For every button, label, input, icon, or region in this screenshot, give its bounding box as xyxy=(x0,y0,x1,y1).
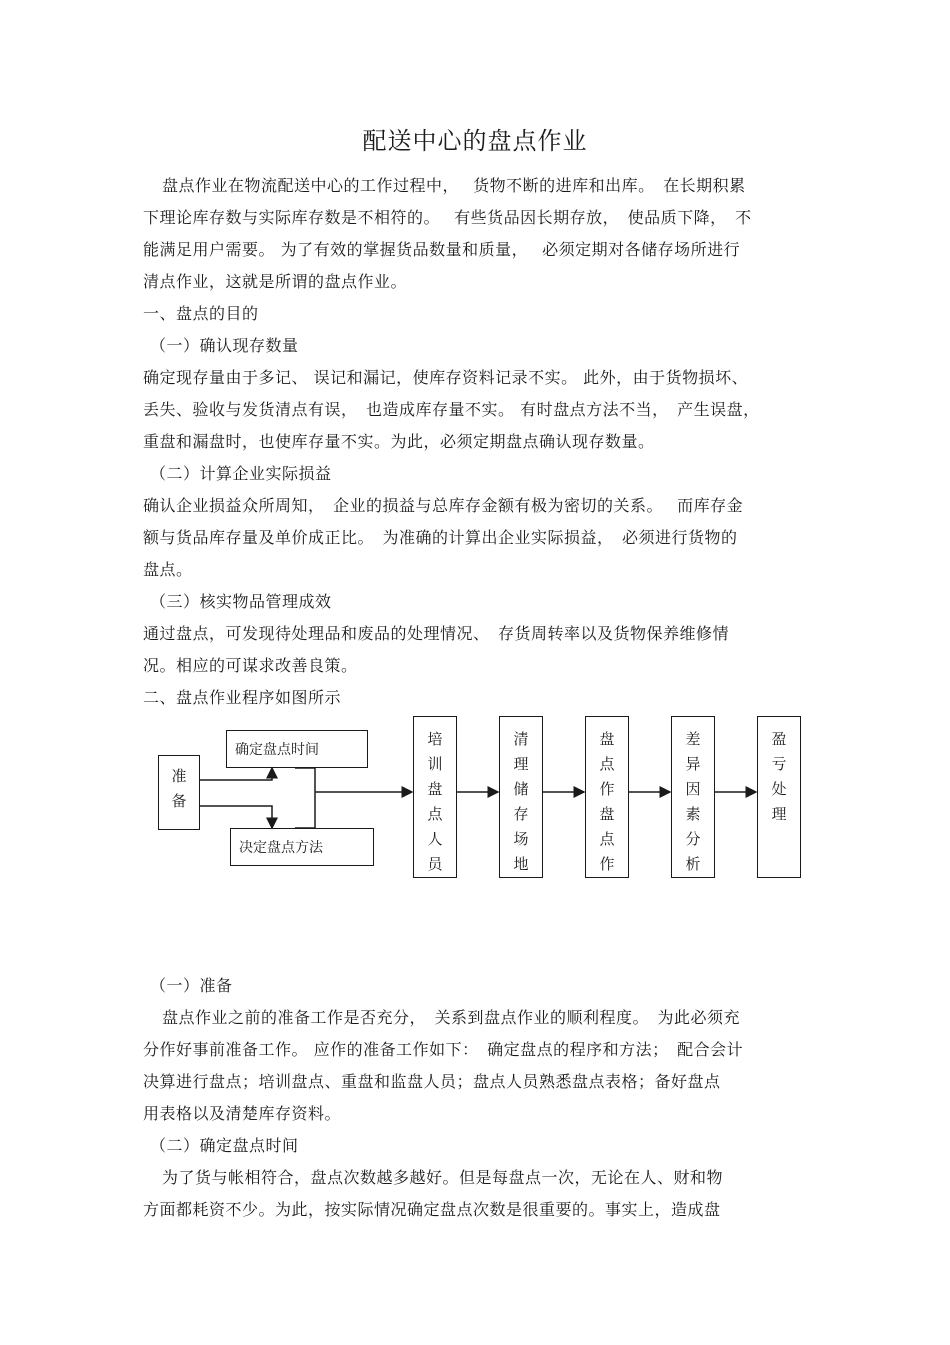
step-char: 差 xyxy=(685,730,701,748)
step-char: 储 xyxy=(513,780,529,798)
paragraph-line: 盘点作业在物流配送中心的工作过程中， 货物不断的进库和出库。 在长期积累 xyxy=(162,176,746,195)
paragraph-line: 用表格以及清楚库存资料。 xyxy=(143,1104,342,1123)
box-decide-method-label: 决定盘点方法 xyxy=(239,840,323,856)
step-char: 场 xyxy=(513,830,529,848)
step-char: 清 xyxy=(513,730,529,748)
paragraph-line: 清点作业，这就是所谓的盘点作业。 xyxy=(143,272,408,291)
paragraph-line: 确定现存量由于多记、 误记和漏记，使库存资料记录不实。 此外，由于货物损坏、 xyxy=(143,368,749,387)
paragraph-line: 下理论库存数与实际库存数是不相符的。 有些货品因长期存放， 使品质下降， 不 xyxy=(143,208,752,227)
box-count-operation xyxy=(585,716,629,878)
subsection-heading: （一）准备 xyxy=(150,976,233,995)
page-title: 配送中心的盘点作业 xyxy=(362,127,588,155)
subsection-heading: （二）确定盘点时间 xyxy=(150,1136,299,1155)
step-char: 盘 xyxy=(599,805,615,823)
box-clean-storage xyxy=(499,716,543,878)
paragraph-line: 额与货品库存量及单价成正比。 为准确的计算出企业实际损益， 必须进行货物的 xyxy=(143,528,738,547)
box-prepare-char: 备 xyxy=(171,792,187,810)
paragraph-line: 确认企业损益众所周知， 企业的损益与总库存金额有极为密切的关系。 而库存金 xyxy=(143,496,744,515)
step-char: 作 xyxy=(599,855,615,873)
step-char: 理 xyxy=(771,805,787,823)
step-char: 分 xyxy=(685,830,701,848)
section-heading: 二、盘点作业程序如图所示 xyxy=(143,688,342,707)
paragraph-line: 况。相应的可谋求改善良策。 xyxy=(143,656,358,675)
step-char: 训 xyxy=(427,755,443,773)
step-char: 析 xyxy=(685,855,701,873)
step-char: 理 xyxy=(513,755,529,773)
paragraph-line: 通过盘点，可发现待处理品和废品的处理情况、 存货周转率以及货物保养维修情 xyxy=(143,624,730,643)
step-char: 处 xyxy=(771,780,787,798)
step-char: 盘 xyxy=(599,730,615,748)
box-prepare xyxy=(158,755,200,830)
subsection-heading: （二）计算企业实际损益 xyxy=(150,464,332,483)
paragraph-line: 能满足用户需要。 为了有效的掌握货品数量和质量， 必须定期对各储存场所进行 xyxy=(143,240,741,259)
box-determine-time-label: 确定盘点时间 xyxy=(235,742,319,758)
step-char: 盘 xyxy=(427,780,443,798)
paragraph-line: 方面都耗资不少。为此，按实际情况确定盘点次数是很重要的。事实上，造成盘 xyxy=(143,1200,721,1219)
arrow-to-decide-method xyxy=(200,806,272,828)
step-char: 点 xyxy=(427,805,443,823)
step-char: 存 xyxy=(513,805,529,823)
step-char: 员 xyxy=(427,855,443,873)
step-char: 作 xyxy=(599,780,615,798)
paragraph-line: 丢失、验收与发货清点有误， 也造成库存量不实。 有时盘点方法不当， 产生误盘， xyxy=(143,400,760,419)
box-difference-analysis xyxy=(671,716,715,878)
step-char: 盈 xyxy=(771,730,787,748)
paragraph-line: 重盘和漏盘时，也使库存量不实。为此，必须定期盘点确认现存数量。 xyxy=(143,432,655,451)
paragraph-line: 盘点。 xyxy=(143,560,193,579)
box-determine-time xyxy=(226,730,368,768)
step-char: 素 xyxy=(685,805,701,823)
paragraph-line: 决算进行盘点；培训盘点、重盘和监盘人员；盘点人员熟悉盘点表格；备好盘点 xyxy=(143,1072,721,1091)
box-train-staff xyxy=(413,716,457,878)
box-profit-loss xyxy=(757,716,801,878)
box-prepare-char: 准 xyxy=(171,767,187,785)
step-char: 点 xyxy=(599,755,615,773)
section-heading: 一、盘点的目的 xyxy=(143,304,259,323)
step-char: 地 xyxy=(513,855,529,873)
step-char: 亏 xyxy=(771,755,787,773)
step-char: 培 xyxy=(427,730,443,748)
subsection-heading: （一）确认现存数量 xyxy=(150,336,299,355)
step-char: 因 xyxy=(685,780,701,798)
step-char: 点 xyxy=(599,830,615,848)
paragraph-line: 为了货与帐相符合，盘点次数越多越好。但是每盘点一次，无论在人、财和物 xyxy=(162,1168,724,1187)
box-decide-method xyxy=(230,828,374,866)
paragraph-line: 盘点作业之前的准备工作是否充分， 关系到盘点作业的顺利程度。 为此必须充 xyxy=(162,1008,741,1027)
paragraph-line: 分作好事前准备工作。 应作的准备工作如下： 确定盘点的程序和方法； 配合会计 xyxy=(143,1040,744,1059)
step-char: 异 xyxy=(685,755,701,773)
step-char: 人 xyxy=(427,830,443,848)
subsection-heading: （三）核实物品管理成效 xyxy=(150,592,332,611)
arrow-to-determine-time xyxy=(200,768,272,780)
